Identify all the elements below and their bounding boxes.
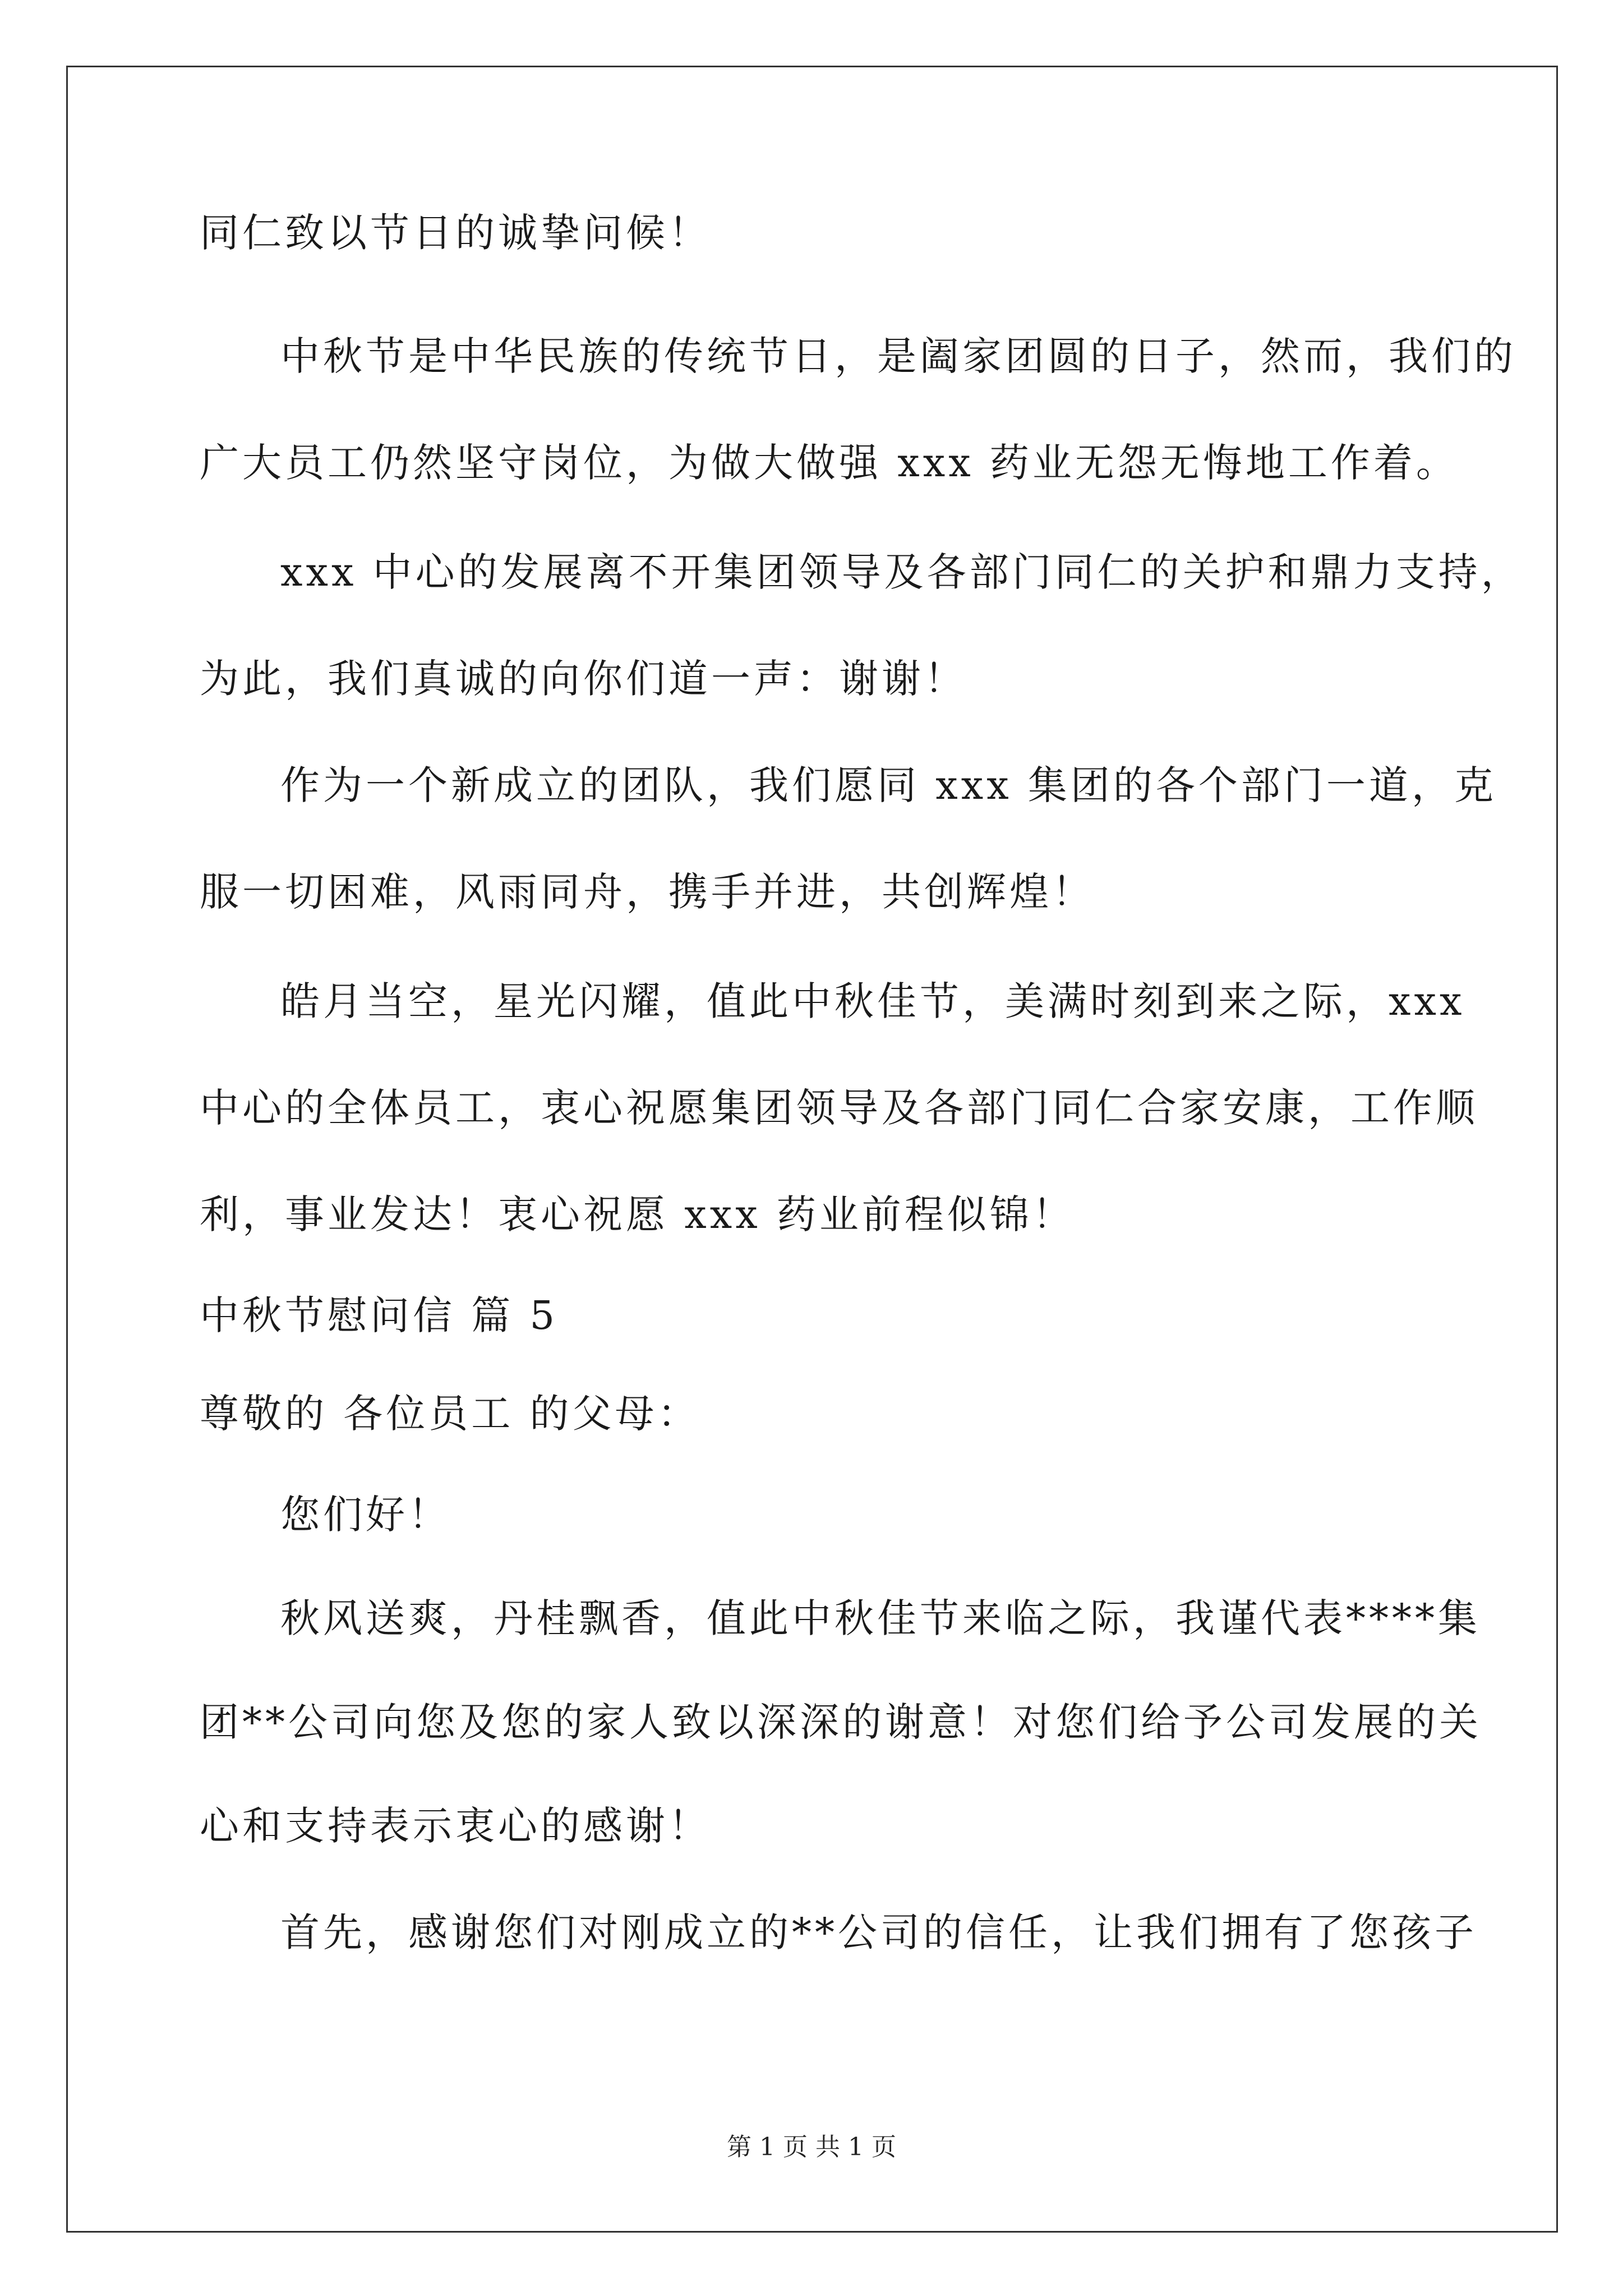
text-line-10: 利，事业发达！衷心祝愿 xxx 药业前程似锦！ xyxy=(200,1191,1075,1237)
text-line-2: 中秋节是中华民族的传统节日，是阖家团圆的日子，然而，我们的 xyxy=(280,333,1516,379)
text-line-1: 同仁致以节日的诚挚问候！ xyxy=(200,210,711,256)
text-line-8: 皓月当空，星光闪耀，值此中秋佳节，美满时刻到来之际，xxx xyxy=(280,978,1465,1024)
page-number-footer: 第 1 页 共 1 页 xyxy=(727,2133,896,2161)
text-line-5: 为此，我们真诚的向你们道一声：谢谢！ xyxy=(200,656,967,702)
text-line-14: 秋风送爽，丹桂飘香，值此中秋佳节来临之际，我谨代表****集 xyxy=(280,1595,1481,1641)
text-line-17: 首先，感谢您们对刚成立的**公司的信任，让我们拥有了您孩子 xyxy=(280,1910,1477,1955)
text-line-7: 服一切困难，风雨同舟，携手并进，共创辉煌！ xyxy=(200,869,1095,915)
text-line-16: 心和支持表示衷心的感谢！ xyxy=(200,1803,711,1849)
text-line-9: 中心的全体员工，衷心祝愿集团领导及各部门同仁合家安康，工作顺 xyxy=(200,1085,1478,1131)
text-line-4: xxx 中心的发展离不开集团领导及各部门同仁的关护和鼎力支持， xyxy=(280,549,1524,595)
text-line-15: 团**公司向您及您的家人致以深深的谢意！对您们给予公司发展的关 xyxy=(200,1699,1482,1745)
greeting: 您们好！ xyxy=(280,1492,451,1538)
salutation: 尊敬的 各位员工 的父母： xyxy=(200,1391,700,1437)
section-heading: 中秋节慰问信 篇 5 xyxy=(200,1292,559,1338)
text-line-3: 广大员工仍然坚守岗位，为做大做强 xxx 药业无怨无悔地工作着。 xyxy=(200,440,1459,486)
text-line-6: 作为一个新成立的团队，我们愿同 xxx 集团的各个部门一道，克 xyxy=(280,762,1497,808)
